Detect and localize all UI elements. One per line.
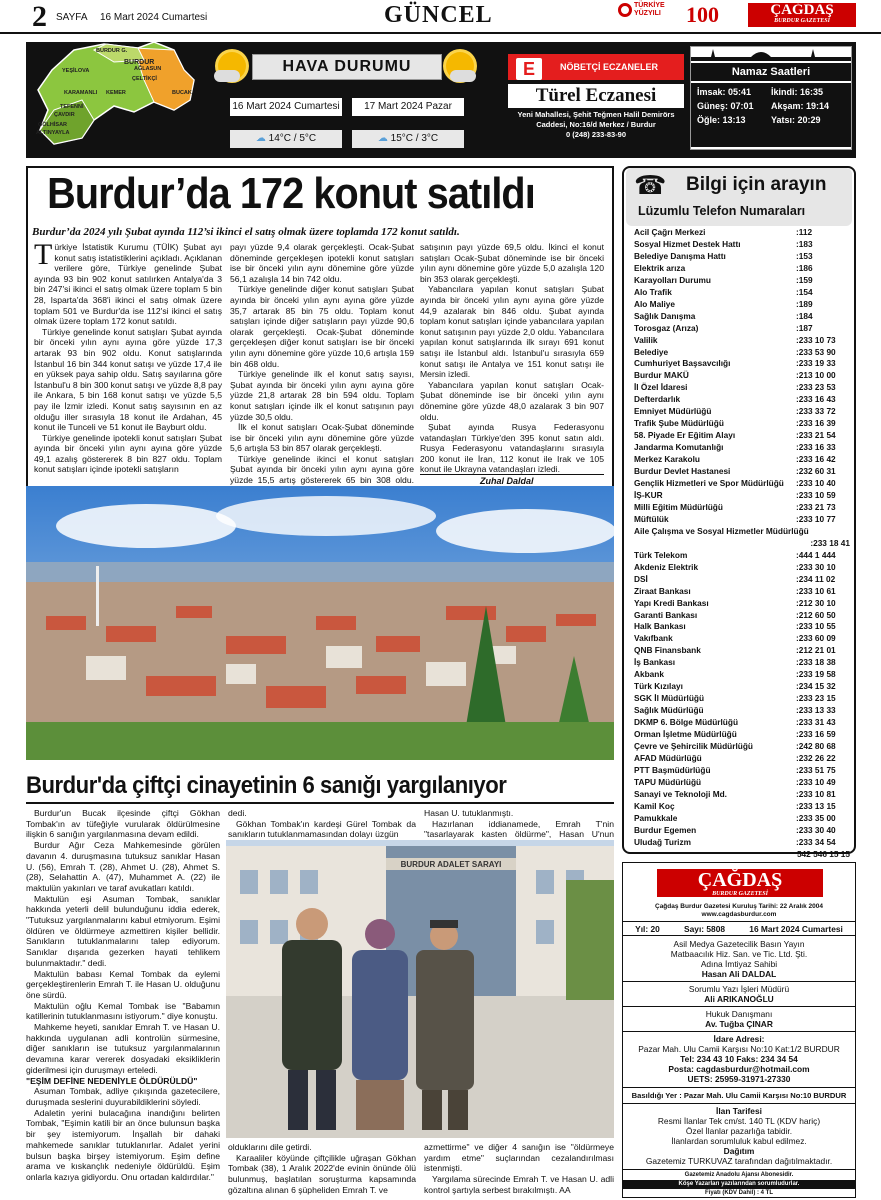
footer-notes: Gazetemiz Anadolu Ajansı Abonesidir. Köşe Yazarları yazılarından sorumludurlar. Fiyatı (KDV Dahil) : 4 TL [623, 1171, 855, 1198]
cagdas-logo: ÇAĞDAŞ BURDUR GAZETESİ [657, 869, 823, 897]
weather-temp2: ☁ 15°C / 3°C [352, 130, 464, 148]
phone-entry [634, 717, 850, 729]
phone-entry-number: :234 11 02 [796, 573, 836, 584]
editor: Sorumlu Yazı İşleri Müdürü Ali ARIKANOĞLU [688, 984, 790, 1004]
section-title: GÜNCEL [384, 2, 493, 28]
phone-entry [634, 621, 850, 633]
phone-entry-number: :233 18 38 [796, 657, 836, 668]
phone-entry-number: :186 [796, 262, 813, 273]
phone-entry-number: :232 26 22 [796, 752, 836, 763]
pharmacy-banner: E NÖBETÇİ ECZANELER [508, 54, 684, 80]
phone-entry-name: İl Özel İdaresi [634, 382, 688, 393]
article2-col2-bottom: olduklarını dile getirdi. Karaaliler köyünde çiftçilikle uğraşan Gökhan Tombak (38), 1 Aralık 2022'de evinin önünde ölü bulunmuş, başlatılan soruşturma kapsamında gözaltına alınan 6 şüpheliden Emrah T. ve [228, 1142, 416, 1195]
minaret-icon [96, 566, 99, 626]
phone-entry-number: :112 [796, 227, 813, 237]
phone-entry-name: Defterdarlık [634, 394, 681, 405]
phone-entry-name: Belediye Danışma Hattı [634, 250, 726, 261]
phone-entry [634, 239, 850, 251]
legal-advisor: Hukuk Danışmanı Av. Tuğba ÇINAR [705, 1009, 773, 1029]
phone-entry [634, 598, 850, 610]
centenary-logo: 100 [686, 2, 719, 27]
phone-entry-name: Burdur Egemen [634, 824, 697, 835]
phone-entry-number: :233 30 10 [796, 561, 836, 572]
phone-entry-number: :233 19 33 [796, 358, 836, 369]
phone-entry-name: Sağlık Müdürlüğü [634, 705, 704, 716]
phone-entry-name: Sosyal Hizmet Destek Hattı [634, 238, 741, 249]
map-label: YEŞİLOVA [62, 68, 90, 74]
phone-entry [634, 729, 850, 741]
phone-entry-number: :444 1 444 [796, 549, 836, 560]
phone-entry-number: :187 [796, 322, 813, 333]
phone-entry-number: :189 [796, 298, 813, 309]
phone-entry-number: :212 30 10 [796, 597, 836, 608]
map-label: ÇAVDIR [54, 112, 75, 118]
phone-entry-name: Gençlik Hizmetleri ve Spor Müdürlüğü [634, 478, 784, 489]
phone-entry-number: :233 60 09 [796, 633, 836, 644]
pharmacy-icon: E [516, 58, 542, 80]
turkiye-yuzyili-logo: TÜRKİYE YÜZYILI [618, 2, 680, 30]
burdur-map [34, 40, 202, 148]
weather-day2: 17 Mart 2024 Pazar [352, 98, 464, 116]
phone-entry [634, 394, 850, 406]
ad-rates: İlan Tarifesi Resmi İlanlar Tek cm/st. 140 TL (KDV hariç) Özel İlanlar pazarlığa tabidir. İlanlardan sorumluluk kabul edilmez. Dağıtım Gazetemiz TURKUVAZ tarafından dağıtılmaktadır. [645, 1106, 833, 1166]
phone-entry-name: Torosgaz (Arıza) [634, 322, 699, 333]
phone-entry-name: Kamil Koç [634, 800, 675, 811]
map-label: KARAMANLI [64, 90, 98, 96]
phone-entry [634, 311, 850, 323]
phone-entry-number: :233 16 42 [796, 454, 836, 465]
article1-col1: Türkiye İstatistik Kurumu (TÜİK) Şubat ayı konut satış istatistiklerini açıkladı. Açıklanan verilere göre, Türkiye genelinde Şubat ayında 93 bin 902 konut satılırken Antalya'da 3 bin 247'si ikinci el satış olmak üzere toplam 5 bin 28, Isparta'da 368'i ikinci el satış olmak üzere toplam 501 ve Burdur'da ise 112'si ikinci el satış olmak üzere toplam 172 konut satıldı. Türkiye genelinde konut satışları Şubat ayında bir önceki yılın aynı ayına göre yüzde 17,3 artarak 93 bin 902 oldu. Konut satışlarında İstanbul 16 bin 344 konut satışı ve yüzde 17,4 ile en yüksek paya sahip oldu. Satış sayılarına göre İstanbul'u 8 bin 300 konut satışı ve yüzde 8,8 pay ile Ankara, 5 bin 168 konut satışı ve yüzde 5,5 pay ile İzmir izledi. Konut satış sayısının en az olduğu iller sırasıyla 18 konut ile Ardahan, 45 konut ile Tunceli ve 51 konut ile Bayburt oldu. Türkiye genelinde ipotekli konut satışları Şubat ayında bir önceki yılın aynı ayına göre yüzde 49,1 azalış göstererek 8 bin 827 oldu. Toplam konut satışları içinde ipotekli satışların [34, 238, 222, 475]
phone-entry [634, 610, 850, 622]
burdur-city-photo [26, 486, 614, 760]
prayer-title: Namaz Saatleri [691, 63, 851, 81]
phone-entry [634, 825, 850, 837]
phone-entry [634, 323, 850, 335]
phone-entry [634, 335, 850, 347]
phone-entry-number: 542 546 15 15 [796, 848, 850, 859]
phone-entry [634, 299, 850, 311]
masthead-box [622, 862, 856, 1198]
phone-entry-number: :233 33 72 [796, 406, 836, 417]
phone-entry-name: Burdur MAKÜ [634, 370, 689, 381]
phone-entry [634, 526, 850, 538]
phone-entry [634, 741, 850, 753]
rain-cloud-icon: ☁ [255, 133, 269, 144]
cloud-icon [214, 70, 240, 82]
phone-entry-name: İş Bankası [634, 657, 676, 668]
phone-entry [634, 753, 850, 765]
phone-entry-number: :233 35 00 [796, 812, 836, 823]
phone-entry-name: DKMP 6. Bölge Müdürlüğü [634, 717, 739, 728]
map-label: GÖLHİSAR [38, 122, 68, 128]
phone-entry [634, 490, 850, 502]
article2-subheading: "EŞİM DEFİNE NEDENİYLE ÖLDÜRÜLDÜ" [26, 1075, 198, 1086]
phone-entry-number: :233 21 73 [796, 501, 836, 512]
phone-entry-number: :233 19 58 [796, 669, 836, 680]
phone-entry-number: :233 31 43 [796, 717, 836, 728]
phone-entry-name: Garanti Bankası [634, 609, 698, 620]
phone-entry-number: :233 23 15 [796, 693, 836, 704]
phone-entry-number: :159 [796, 274, 813, 285]
phone-entry-number: :242 80 68 [796, 740, 836, 751]
phone-entry-number: :233 16 43 [796, 394, 836, 405]
phone-entry-number: :233 16 39 [796, 418, 836, 429]
phone-entry [634, 502, 850, 514]
phone-entry [634, 681, 850, 693]
phone-entry-name: DSİ [634, 573, 648, 584]
phone-entry-number: :154 [796, 286, 813, 297]
phone-entry-name: Sağlık Danışma [634, 310, 696, 321]
phone-entry-name: Orman İşletme Müdürlüğü [634, 729, 737, 740]
phone-entry-name: Akdeniz Elektrik [634, 561, 699, 572]
phone-entry-number: :233 10 81 [796, 788, 836, 799]
phone-entry-name: Uludağ Turizm [634, 836, 692, 847]
map-label: ÇELTİKÇİ [132, 76, 157, 82]
article2-col3-top: Hasan U. tutuklanmıştı. Hazırlanan iddianamede, Emrah T'nin "tasarlayarak kasten öldürme", Hasan U'nun [424, 808, 614, 840]
phone-entry-number: :233 34 54 [796, 836, 836, 847]
rain-cloud-icon: ☁ [377, 133, 391, 144]
phone-entry-name: Elektrik arıza [634, 262, 686, 273]
phone-entry [634, 705, 850, 717]
cloud-icon [450, 70, 476, 82]
map-label: KEMER [106, 90, 126, 96]
phone-entry-number: :234 15 32 [796, 681, 836, 692]
phone-entry-number: :233 10 49 [796, 776, 836, 787]
phone-entry [634, 454, 850, 466]
byline-rule [420, 474, 604, 475]
phone-entry-name: Vakıfbank [634, 633, 673, 644]
phone-entry-name: SGK İl Müdürlüğü [634, 693, 705, 704]
phone-entry [634, 263, 850, 275]
map-label: ALTINYAYLA [36, 130, 70, 136]
phone-entry [634, 227, 850, 239]
phone-entry-name: Aile Çalışma ve Sosyal Hizmetler Müdürlüğü [634, 525, 809, 536]
map-label: BUCAK [172, 90, 192, 96]
phone-entry-name: Sanayi ve Teknoloji Md. [634, 788, 727, 799]
publisher: Asil Medya Gazetecilik Basın Yayın Matbaacılık Hiz. San. ve Tic. Ltd. Şti. Adına İmtiyaz Sahibi Hasan Ali DALDAL [670, 939, 808, 979]
phone-entry [634, 418, 850, 430]
phone-entry [634, 358, 850, 370]
phone-entry-number: :233 10 59 [796, 489, 836, 500]
phone-entry [634, 382, 850, 394]
phone-entry-number: :233 10 40 [796, 478, 836, 489]
phone-entry-number: :233 53 90 [796, 346, 836, 357]
phone-icon: ☎ [634, 170, 667, 200]
phone-entry [634, 562, 850, 574]
phone-entry-number: :153 [796, 250, 813, 261]
phone-entry-number: :233 51 75 [796, 764, 836, 775]
phone-entry [634, 789, 850, 801]
phone-entry-name: Trafik Şube Müdürlüğü [634, 418, 724, 429]
page-label: SAYFA [56, 12, 88, 23]
phone-entry [634, 765, 850, 777]
phonebook-title: Bilgi için arayın [686, 174, 827, 195]
phone-entry-name: Jandarma Komutanlığı [634, 442, 724, 453]
cagdas-logo: ÇAĞDAŞ BURDUR GAZETESİ [748, 3, 856, 27]
phone-entry-name: Alo Trafik [634, 286, 672, 297]
phone-entry-name: Türk Kızılayı [634, 681, 683, 692]
issue-date: 16 Mart 2024 Cumartesi [100, 12, 208, 23]
phone-entry-name: 58. Piyade Er Eğitim Alayı [634, 430, 736, 441]
phone-entry-number: :233 13 15 [796, 800, 836, 811]
phone-entry [634, 574, 850, 586]
phone-entry-name: Emniyet Müdürlüğü [634, 406, 712, 417]
drop-cap: T [34, 238, 53, 271]
pharmacy-address: Yeni Mahallesi, Şehit Teğmen Halil Demirörs Caddesi, No:16/d Merkez / Burdur 0 (248) 233-83-90 [517, 110, 675, 139]
phone-entry [634, 837, 850, 849]
phone-entry-number: :213 10 00 [796, 370, 836, 381]
map-label: AĞLASUN [134, 66, 162, 72]
phone-entry-name: QNB Finansbank [634, 645, 701, 656]
courthouse-sign: BURDUR ADALET SARAYI [400, 860, 502, 869]
phone-entry-number: :183 [796, 238, 813, 249]
weather-temp1: ☁ 14°C / 5°C [230, 130, 342, 148]
phone-entry [634, 430, 850, 442]
weather-panel [212, 46, 480, 154]
phone-entry [634, 645, 850, 657]
phone-entry-name: Halk Bankası [634, 621, 686, 632]
phone-entry-number: :233 18 41 [810, 537, 850, 548]
article2-col2-top: dedi. Gökhan Tombak'ın kardeşi Gürel Tombak da sanıkların tutuklanmamasından dolayı üzgün [228, 808, 416, 840]
address-block: İdare Adresi: Pazar Mah. Ulu Camii Karşısı No:10 Kat:1/2 BURDUR Tel: 234 43 10 Faks: 234 34 54 Posta: cagdasburdur@hotmail.com UETS: 25959-31971-27330 [638, 1034, 840, 1084]
phone-entry-name: Pamukkale [634, 812, 678, 823]
issue-line: Yıl: 20 Sayı: 5808 16 Mart 2024 Cumartesi [635, 924, 843, 934]
phone-entry-name: PTT Başmüdürlüğü [634, 764, 711, 775]
phone-entry [634, 801, 850, 813]
phone-entry-name: Milli Eğitim Müdürlüğü [634, 501, 723, 512]
phone-entry-number: :233 16 33 [796, 442, 836, 453]
article1-col2: payı yüzde 9,4 olarak gerçekleşti. Ocak-Şubat döneminde gerçekleşen ipotekli konut satışları ise bir önceki yılın aynı dönemine göre yüzde 56,1 azalışla 14 bin 742 oldu. Türkiye genelinde diğer konut satışları Şubat ayında bir önceki yılın aynı ayına göre yüzde 35,7 artarak 85 bin 75 oldu. Toplam konut satışları içinde diğer satışların payı yüzde 90,6 olarak gerçekleşti. Ocak-Şubat döneminde gerçekleşen diğer konut satışları ise bir önceki yılın aynı dönemine göre yüzde 10,6 artışla 159 bin 468 oldu. Türkiye genelinde ilk el konut satış sayısı, Şubat ayında bir önceki yılın aynı ayına göre yüzde 21,8 artarak 28 bin 594 oldu. Toplam konut satışları içinde ilk el konut satışının payı yüzde 30,5 oldu. İlk el konut satışları Ocak-Şubat döneminde ise bir önceki yılın aynı dönemine göre yüzde 5,6 artışla 53 bin 857 olarak gerçekleşti. Türkiye genelinde ikinci el konut satışları Şubat ayında bir önceki yılın aynı ayına göre yüzde 15,5 artış göstererek 65 bin 308 oldu. [230, 242, 414, 486]
founded-line: Çağdaş Burdur Gazetesi Kuruluş Tarihi: 22 Aralık 2004 www.cagdasburdur.com [655, 903, 823, 918]
phone-entry-number: :184 [796, 310, 813, 321]
phone-entry-number: :233 21 54 [796, 430, 836, 441]
phone-entry [634, 813, 850, 825]
phone-entry-number: :233 23 53 [796, 382, 836, 393]
phone-entry-number: :233 10 77 [796, 513, 836, 524]
phone-entry-name: Ziraat Bankası [634, 585, 691, 596]
mosque-skyline-icon [691, 47, 851, 61]
phone-entry [634, 347, 850, 359]
weather-title: HAVA DURUMU [252, 54, 442, 80]
phone-entry-name: Çevre ve Şehircilik Müdürlüğü [634, 740, 753, 751]
article1-subhead: Burdur’da 2024 yılı Şubat ayında 112’si ikinci el satış olmak üzere toplamda 172 konut satıldı. [32, 226, 460, 238]
phone-entry-number: :233 13 33 [796, 705, 836, 716]
article2-headline: Burdur'da çiftçi cinayetinin 6 sanığı yargılanıyor [26, 772, 507, 799]
phone-list [634, 227, 850, 861]
map-label: BURDUR [124, 59, 155, 66]
phone-entry-name: Valilik [634, 334, 658, 345]
phone-entry-name: TAPU Müdürlüğü [634, 776, 702, 787]
phone-entry-name: Belediye [634, 346, 669, 357]
phone-entry [634, 849, 850, 861]
phone-entry-number: :233 16 59 [796, 729, 836, 740]
phone-entry-number: :232 60 31 [796, 466, 836, 477]
phone-entry-number: :212 21 01 [796, 645, 836, 656]
phone-entry [634, 657, 850, 669]
phone-entry-name: Burdur Devlet Hastanesi [634, 466, 731, 477]
courthouse-photo [226, 840, 614, 1138]
article2-col1: Burdur'un Bucak ilçesinde çiftçi Gökhan Tombak'ın av tüfeğiyle vurularak öldürülmesine ilişkin 6 sanığın yargılanmasına devam edildi. Burdur Ağır Ceza Mahkemesinde görülen davanın 4. duruşmasına tutuksuz sanıklar Hasan U. (56), Emrah T. (28), Ahmet U. (28), Ahmet S. (28), Selahattin A. (47), Muhammet A. (22) ile maktulün yakınları ve taraf avukatları katıldı. Maktulün eşi Asuman Tombak, sanıklar hakkında yeterli delil bulunduğunu iddia ederek, "Tutuksuz yargılanmalarını kabul etmiyorum. Eşimi öldüren ve öldürmeye azmettiren kişiler bellidir. Sanıkların tutuklanmalarını talep ediyorum. Sanıklar dışarıda gezerken hayati tehlikem bulunmaktadır." dedi. Maktulün babası Kemal Tombak da eylemi gerçekleştirenlerin Emrah T. ile Hasan U. olduğunu öne sürdü. Maktulün oğlu Kemal Tombak ise "Babamın katillerinin tutuklanmasını istiyorum." diye konuştu. Mahkeme heyeti, sanıklar Emrah T. ve Hasan U. hakkında uygulanan adli kontrolün sürmesine, diğer sanıkların ise tutuksuz yargılanmalarının devamına karar vererek dosyadaki eksikliklerin giderilmesi için duruşmayı erteledi. "EŞİM DEFİNE NEDENİYLE ÖLDÜRÜLDÜ" Asuman Tombak, adliye çıkışında gazetecilere, duruşmada seslerini duyurabildiklerini söyledi. Adaletin yerini bulacağına inandığını belirten Tombak, "Eşimin katili bir an önce bulunsun başka bir şey istemiyorum. İnşallah bir dahaki mahkemede sanıklar tutuklanırlar. Adalet yerini bulsun başka birşey istemiyorum. Eşim define arama ve kıskançlık nedeniyle öldürüldü. Eşim onlarla kazıya gidiyordu. Onu ortadan kaldırdılar." [26, 808, 220, 1182]
printed-at: Basıldığı Yer : Pazar Mah. Ulu Camii Karşısı No:10 BURDUR [631, 1091, 847, 1100]
prayer-times-panel [690, 46, 852, 150]
map-label: BURDUR G. [96, 48, 128, 54]
headline-rule [26, 802, 614, 804]
phone-entry-name: Acil Çağrı Merkezi [634, 227, 706, 237]
phone-entry [634, 370, 850, 382]
phone-entry-name: Müftülük [634, 513, 669, 524]
phone-entry-number: :233 10 55 [796, 621, 836, 632]
phone-entry-name: Cumhuriyet Başsavcılığı [634, 358, 731, 369]
phone-entry [634, 693, 850, 705]
phone-entry [634, 478, 850, 490]
phone-entry [634, 442, 850, 454]
article1-col3: satışının payı yüzde 69,5 oldu. İkinci el konut satışları Ocak-Şubat döneminde ise bir önceki yılın aynı dönemine göre yüzde 5,0 azalışla 120 bin 353 olarak gerçekleşti. Yabancılara yapılan konut satışları Şubat ayında bir önceki yılın aynı ayına göre yüzde 44,9 azalarak bin 846 oldu. Şubat ayında toplam konut satışları içinde yabancılara yapılan konut satışının payı yüzde 2,0 oldu. Yabancılara yapılan konut satışlarında ilk sırayı 691 konut satışı ile İstanbul aldı. İstanbul'u sırasıyla 659 konut satışı ile Antalya ve 151 konut satışı ile Mersin izledi. Yabancılara yapılan konut satışları Ocak-Şubat döneminde ise bir önceki yılın aynı dönemine göre yüzde 48,0 azalarak 3 bin 907 oldu. Şubat ayında Rusya Federasyonu vatandaşları Türkiye'den 395 konut satın aldı. Rusya Federasyonu vatandaşlarını sırasıyla 200 konut ile İran, 112 konut ile Irak ve 105 konut ile Ukrayna vatandaşları izledi. [420, 242, 604, 475]
map-label: TEFENNİ [60, 104, 84, 110]
phone-entry-number: :233 10 61 [796, 585, 836, 596]
page-number: 2 [32, 0, 47, 33]
phone-entry [634, 514, 850, 526]
phone-entry [634, 406, 850, 418]
phone-entry [634, 669, 850, 681]
prayer-times: İmsak: 05:41 İkindi: 16:35 Güneş: 07:01 Akşam: 19:14 Öğle: 13:13 Yatsı: 20:29 [691, 83, 851, 147]
phone-entry [634, 275, 850, 287]
phone-entry-number: :212 60 50 [796, 609, 836, 620]
phone-entry-number: :233 10 73 [796, 334, 836, 345]
phone-entry [634, 251, 850, 263]
pharmacy-name: Türel Eczanesi [508, 84, 684, 108]
phone-entry [634, 538, 850, 550]
phone-entry-name: Akbank [634, 669, 664, 680]
phone-entry [634, 287, 850, 299]
article2-col3-bottom: azmettirme" ve diğer 4 sanığın ise "öldürmeye yardım etme" suçlarından cezalandırılması istenmişti. Yargılama sürecinde Emrah T. ve Hasan U. adli kontrol şartıyla serbest bırakılmıştı. AA [424, 1142, 614, 1195]
article1-byline: Zuhal Daldal [480, 476, 534, 486]
phone-entry [634, 777, 850, 789]
phone-entry-name: AFAD Müdürlüğü [634, 752, 702, 763]
weather-day1: 16 Mart 2024 Cumartesi [230, 98, 342, 116]
phone-entry-name: Alo Maliye [634, 298, 676, 309]
phone-entry [634, 550, 850, 562]
phonebook-subtitle: Lüzumlu Telefon Numaraları [638, 204, 806, 218]
phone-entry-name: Merkez Karakolu [634, 454, 700, 465]
phone-entry [634, 466, 850, 478]
phone-entry-name: Karayolları Durumu [634, 274, 711, 285]
phone-entry-name: İŞ-KUR [634, 489, 663, 500]
phone-entry [634, 586, 850, 598]
phone-entry-number: :233 30 40 [796, 824, 836, 835]
pharmacy-panel [508, 46, 684, 150]
phone-entry-name: Yapı Kredi Bankası [634, 597, 709, 608]
phone-entry [634, 633, 850, 645]
phone-entry-name: Türk Telekom [634, 549, 688, 560]
article1-headline: Burdur’da 172 konut satıldı [47, 169, 535, 218]
